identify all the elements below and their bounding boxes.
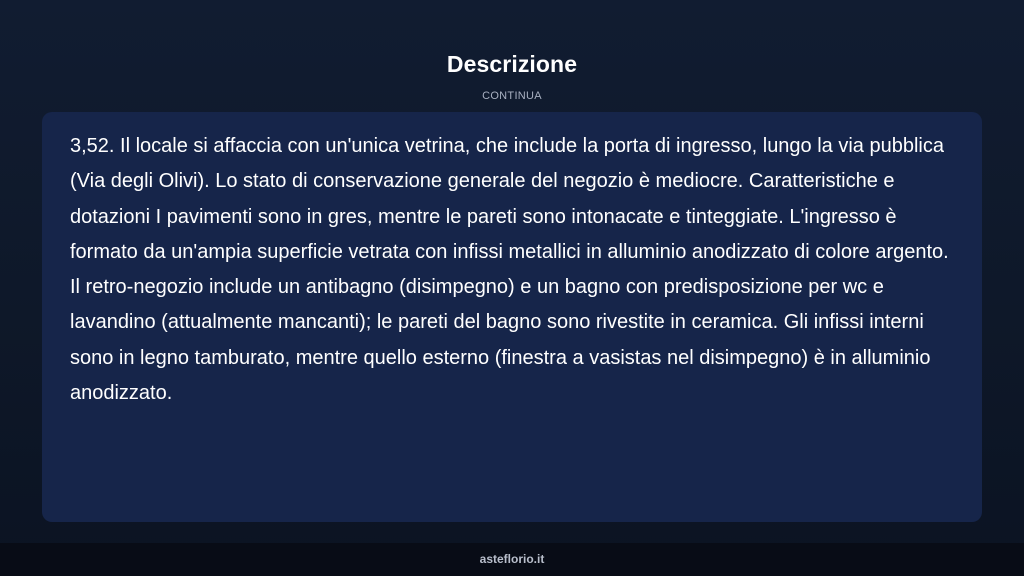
page-title: Descrizione [446,51,578,77]
continue-label: CONTINUA [482,90,542,102]
description-text: 3,52. Il locale si affaccia con un'unica vetrina, che include la porta di ingresso, lungo la via pubblica (Via degli Olivi). Lo stato di conservazione generale del negozio è mediocre. Caratteristiche e dotazioni I pavimenti sono in gres, mentre le pareti sono intonacate e tinteggiate. L'ingresso è formato da un'ampia superficie vetrata con infissi metallici in alluminio anodizzato di colore argento. Il retro-negozio include un antibagno (disimpegno) e un bagno con predisposizione per wc e lavandino (attualmente mancanti); le pareti del bagno sono rivestite in ceramica. Gli infissi interni sono in legno tamburato, mentre quello esterno (finestra a vasistas nel disimpegno) è in alluminio anodizzato. [70,135,949,405]
footer-bar [0,543,1024,576]
footer-site-name: asteflorio.it [479,552,545,566]
description-card [42,112,982,522]
